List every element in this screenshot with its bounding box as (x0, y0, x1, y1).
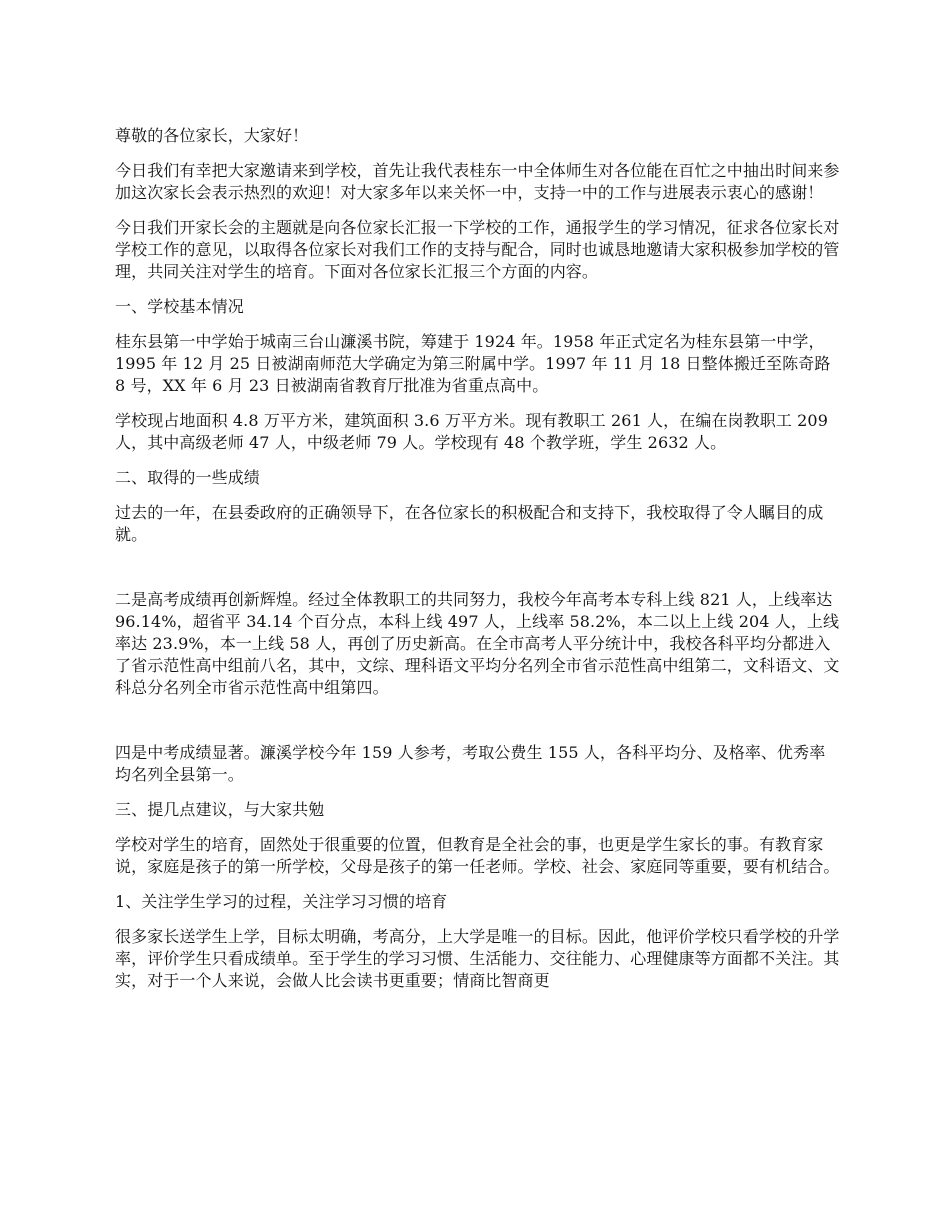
paragraph-stats: 学校现占地面积 4.8 万平方米，建筑面积 3.6 万平方米。现有教职工 261 人，在编在岗教职工 209 人，其中高级老师 47 人，中级老师 79 人。学校现有 48 个教学班，学生 2632 人。 (115, 411, 828, 452)
paragraph-suggestions: 学校对学生的培育，固然处于很重要的位置，但教育是全社会的事，也更是学生家长的事。有教育家说，家庭是孩子的第一所学校，父母是孩子的第一任老师。学校、社会、家庭同等重要，要有机结合。 (115, 835, 840, 876)
paragraph-history: 桂东县第一中学始于城南三台山濂溪书院，筹建于 1924 年。1958 年正式定名为桂东县第一中学， 1995 年 12 月 25 日被湖南师范大学确定为第三附属中学。1997 年 11 月 18 日整体搬迁至陈奇路 8 号，XX 年 6 月 23 日被湖南省教育厅批准为省重点高中。 (115, 332, 831, 395)
paragraph-habits: 很多家长送学生上学，目标太明确，考高分，上大学是唯一的目标。因此，他评价学校只看学校的升学率，评价学生只看成绩单。至于学生的学习习惯、生活能力、交往能力、心理健康等方面都不关注。其实，对于一个人来说，会做人比会读书更重要；情商比智商更 (115, 927, 840, 990)
section-heading-basic-info: 一、学校基本情况 (115, 297, 244, 316)
section-heading-suggestions: 三、提几点建议，与大家共勉 (115, 800, 325, 819)
paragraph-zhongkao: 四是中考成绩显著。濂溪学校今年 159 人参考，考取公费生 155 人，各科平均分、及格率、优秀率均名列全县第一。 (115, 743, 826, 784)
paragraph-gaokao: 二是高考成绩再创新辉煌。经过全体教职工的共同努力，我校今年高考本专科上线 821 人，上线率达 96.14%，超省平 34.14 个百分点，本科上线 497 人，上线率 58.2%，本二以上上线 204 人，上线率达 23.9%，本一上线 58 人，再创了历史新高。在全市高考人平分统计中，我校各科平均分都进入了省示范性高中组前八名，其中，文综、理科语文平均分名列全市省示范性高中组第二，文科语文、文科总分名列全市省示范性高中组第四。 (115, 590, 840, 697)
paragraph-theme: 今日我们开家长会的主题就是向各位家长汇报一下学校的工作，通报学生的学习情况，征求各位家长对学校工作的意见，以取得各位家长对我们工作的支持与配合，同时也诚恳地邀请大家积极参加学校的管理，共同关注对学生的培育。下面对各位家长汇报三个方面的内容。 (115, 218, 840, 281)
blank-gap (115, 712, 840, 742)
document-page (115, 125, 840, 1005)
paragraph-achievements: 过去的一年，在县委政府的正确领导下，在各位家长的积极配合和支持下，我校取得了令人瞩目的成就。 (115, 503, 824, 544)
section-heading-achievements: 二、取得的一些成绩 (115, 468, 260, 487)
greeting: 尊敬的各位家长，大家好！ (115, 126, 309, 145)
subsection-heading-habits: 1、关注学生学习的过程，关注学习习惯的培育 (115, 892, 448, 911)
blank-gap (115, 559, 840, 589)
paragraph-welcome: 今日我们有幸把大家邀请来到学校，首先让我代表桂东一中全体师生对各位能在百忙之中抽出时间来参加这次家长会表示热烈的欢迎！对大家多年以来关怀一中，支持一中的工作与进展表示衷心的感谢！ (115, 161, 840, 202)
